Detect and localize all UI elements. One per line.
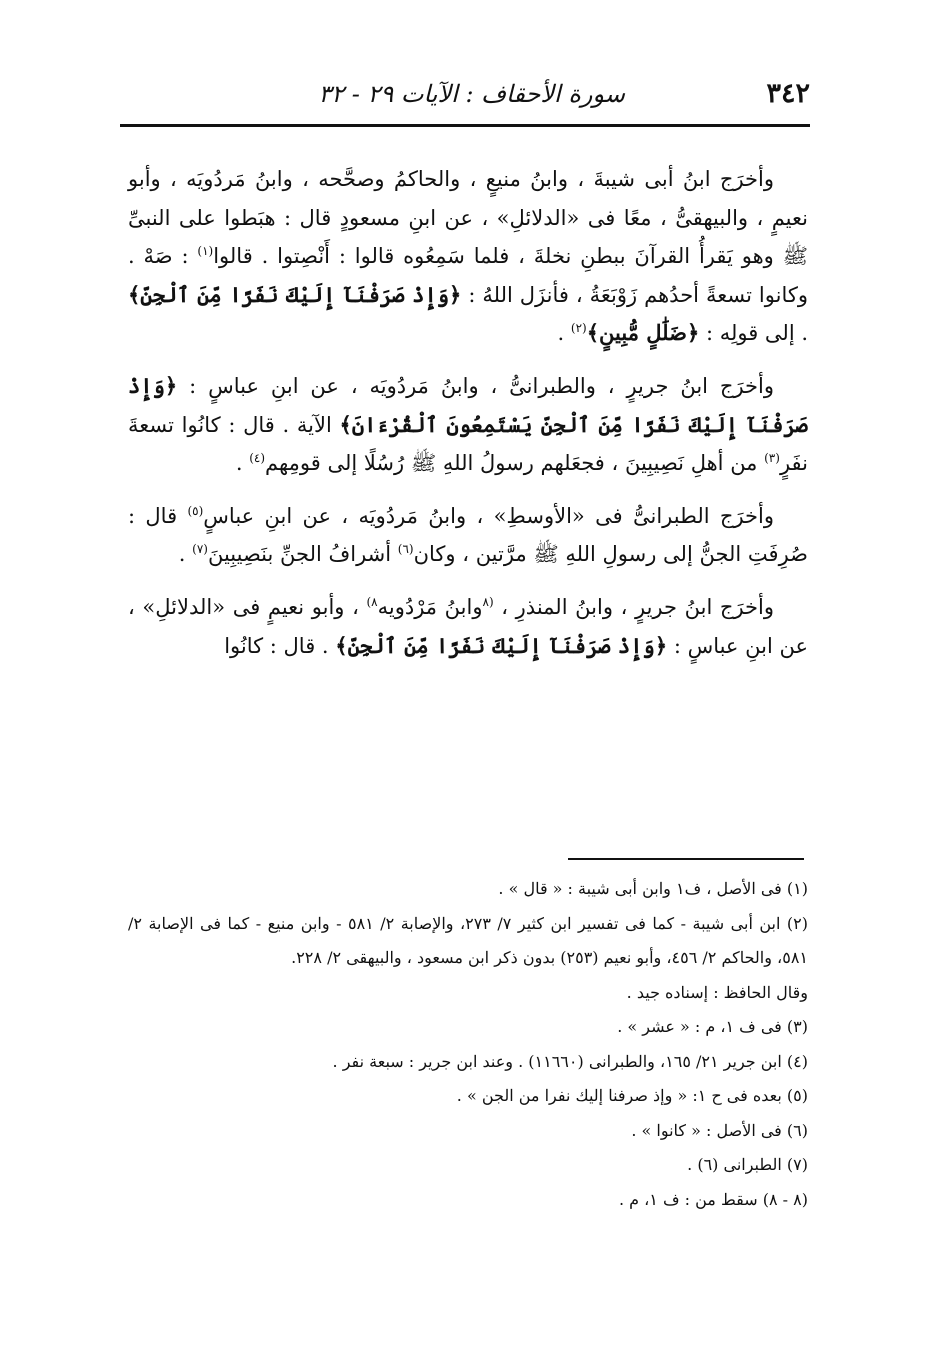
footnote-2: (٢) ابن أبى شيبة - كما فى تفسير ابن كثير ٧/ ٢٧٣، والإصابة ٢/ ٥٨١ - وابن منيع - كما فى الإصابة ٢/ ٥٨١، والحاكم ٢/ ٤٥٦، وأبو نعيم (٢٥٣) بدون ذكر ابن مسعود ، والبيهقى ٢/ ٢٢٨. xyxy=(128,913,809,967)
quran-quote: ﴿وَإِذْ صَرَفْنَآ إِلَيْكَ نَفَرًا مِّنَ ٱلْجِنِّ﴾ xyxy=(128,281,462,307)
running-title: سورة الأحقاف : الآيات ٢٩ - ٣٢ xyxy=(318,80,625,108)
footnote-8: (٨ - ٨) سقط من : ف ١، م . xyxy=(618,1189,808,1209)
text-run: وأخرَج ابنُ جريرٍ ، والطبرانىُّ ، وابنُ مَردُويَه ، عن ابنِ عباسٍ : xyxy=(177,373,774,398)
footnote-separator xyxy=(568,858,804,860)
text-run: . xyxy=(557,321,571,346)
footnote-ref-7: (٧) xyxy=(192,542,208,557)
footnote-4: (٤) ابن جرير ٢١/ ١٦٥، والطبرانى (١١٦٦٠) . وعند ابن جرير : سبعة نفر . xyxy=(332,1051,808,1071)
text-run: . قال : كانُوا xyxy=(224,633,336,658)
text-run: : صَهْ . وكانوا تسعةً أحدُهم زَوْبَعَةُ ، فأنزَل اللهُ : xyxy=(128,244,808,307)
text-run: . إلى قولِه : xyxy=(699,321,808,346)
footnote-ref-6: (٦) xyxy=(397,542,414,557)
main-text xyxy=(128,160,808,679)
paragraph-2 xyxy=(128,367,808,483)
footnote-5: (٥) بعده فى ح ١: « وإذ صرفنا إليك نفرا من الجن » . xyxy=(456,1086,808,1105)
quran-quote: ﴿ضَلَٰلٍ مُّبِينٍ﴾ xyxy=(586,320,700,346)
footnote-ref-1: (١) xyxy=(197,244,214,259)
text-run: وأخرَج الطبرانىُّ فى «الأوسطِ» ، وابنُ مَردُويَه ، عن ابنِ عباسٍ xyxy=(203,503,775,528)
footnote-ref-5: (٥) xyxy=(187,503,204,518)
text-run: . xyxy=(178,542,193,567)
footnote-ref-8-open: (٨ xyxy=(482,594,494,609)
quran-quote: ﴿وَإِذْ صَرَفْنَآ إِلَيْكَ نَفَرًا مِّنَ ٱلْجِنِّ يَسْتَمِعُونَ ٱلْقُرْءَانَ﴾ xyxy=(128,372,808,437)
text-run: وأخرَج ابنُ جريرٍ ، وابنُ المنذرِ ، xyxy=(493,594,775,619)
header-rule xyxy=(120,124,810,127)
footnote-2-continuation: وقال الحافظ : إسناده جيد . xyxy=(626,982,808,1002)
paragraph-4 xyxy=(128,588,808,665)
text-run: وابنُ مَرْدُويه xyxy=(377,594,483,619)
paragraph-1 xyxy=(128,160,808,353)
footnote-3: (٣) فى ف ١، م : « عشر » . xyxy=(617,1017,808,1036)
paragraph-3 xyxy=(128,497,808,574)
text-run: ، وأبو نعيمٍ فى «الدلائلِ» ، عن ابنِ عباسٍ : xyxy=(128,594,808,658)
text-run: من أهلِ نَصِيبِينَ ، فجعَلهم رسولُ اللهِ ﷺ رُسُلًا إلى قومِهم xyxy=(265,451,765,476)
text-run: أشرافُ الجنِّ بنَصِيبِينَ xyxy=(207,542,398,567)
footnotes xyxy=(128,872,808,1217)
text-run: . xyxy=(235,451,250,476)
quran-quote: ﴿وَإِذْ صَرَفْنَآ إِلَيْكَ نَفَرًا مِّنَ ٱلْجِنِّ﴾ xyxy=(335,632,668,658)
page-number: ٣٤٢ xyxy=(766,78,810,109)
footnote-1: (١) فى الأصل ، ف١ وابن أبى شيبة : « قال » . xyxy=(498,879,808,898)
footnote-ref-8-close: ٨) xyxy=(366,594,378,609)
footnote-ref-2: (٢) xyxy=(570,321,587,336)
page-header xyxy=(120,72,810,116)
text-run: وأخرَج ابنُ أبى شيبةَ ، وابنُ منيعٍ ، والحاكمُ وصحَّحه ، وابنُ مَردُويَه ، وأبو نعيمٍ ، والبيهقىُّ ، معًا فى «الدلائلِ» ، عن ابنِ مسعودٍ قال : هبَطوا على النبىِّ ﷺ وهو يَقرأُ القرآنَ ببطنِ نخلةَ ، فلما سَمِعُوه قالوا : أَنْصِتوا . قالوا xyxy=(128,167,808,269)
text-run: قال : صُرِفَتِ الجنُّ إلى رسولِ اللهِ ﷺ مرَّتين ، وكان xyxy=(128,503,808,567)
footnote-7: (٧) الطبرانى (٦) . xyxy=(687,1155,808,1174)
footnote-ref-4: (٤) xyxy=(249,451,266,466)
footnote-6: (٦) فى الأصل : « كانوا » . xyxy=(631,1120,808,1140)
footnote-ref-3: (٣) xyxy=(764,451,780,466)
text-run: الآية . قال : كانُوا تسعةَ نفَرٍ xyxy=(128,412,808,476)
